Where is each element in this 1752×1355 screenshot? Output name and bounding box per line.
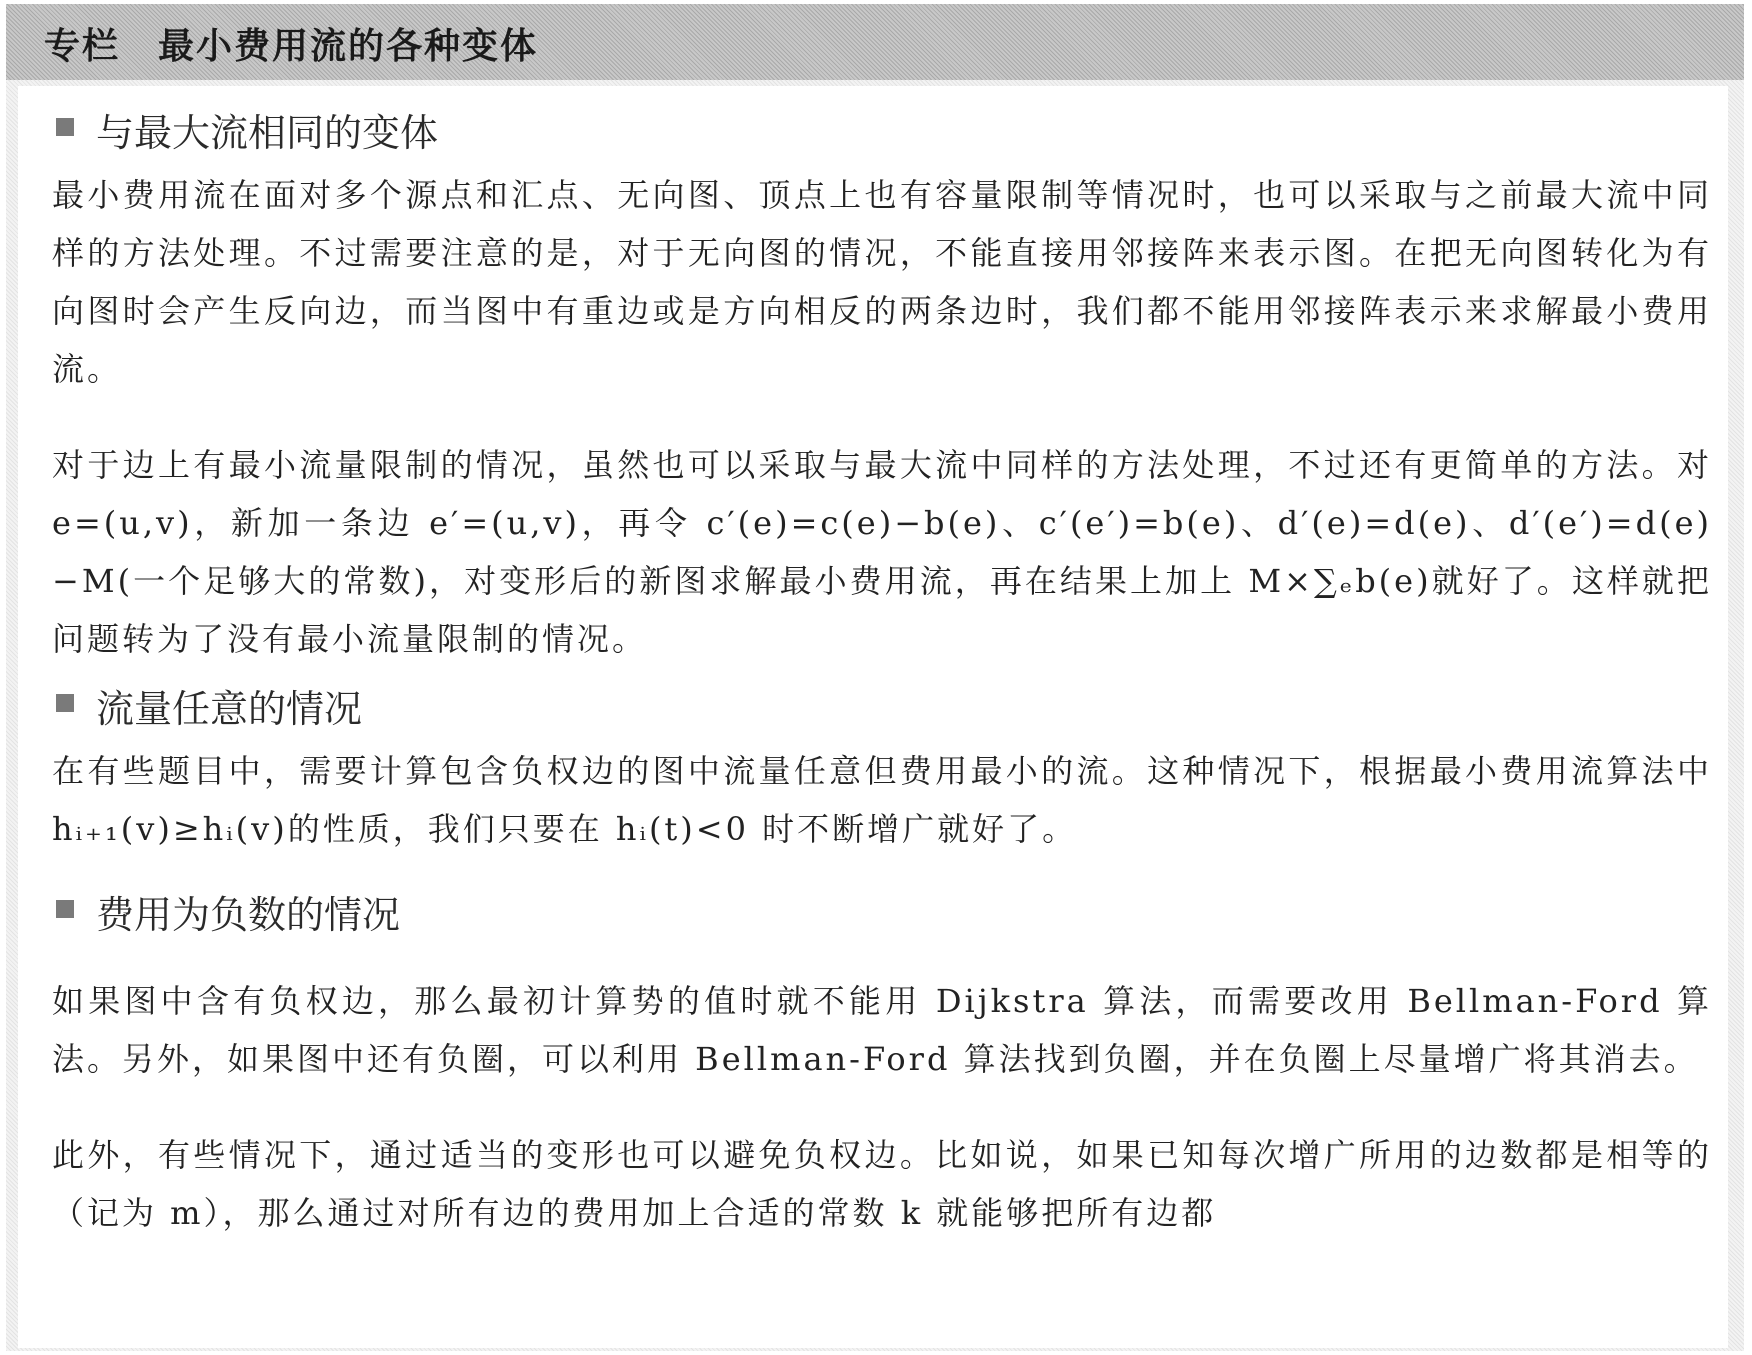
- sidebar-box: [6, 4, 1744, 1351]
- sidebar-title: 专栏 最小费用流的各种变体: [44, 26, 539, 67]
- paragraph: 最小费用流在面对多个源点和汇点、无向图、顶点上也有容量限制等情况时，也可以采取与之前最大流中同样的方法处理。不过需要注意的是，对于无向图的情况，不能直接用邻接阵来表示图。在把无向图转化为有向图时会产生反向边，而当图中有重边或是方向相反的两条边时，我们都不能用邻接阵表示来求解最小费用流。: [52, 176, 1712, 388]
- section-heading-text: 与最大流相同的变体: [96, 111, 439, 155]
- sidebar-header: [6, 4, 1744, 80]
- section-heading: [52, 676, 1712, 731]
- square-bullet-icon: [56, 900, 74, 918]
- sidebar-body: [18, 86, 1728, 1348]
- section-heading: [52, 882, 1712, 937]
- paragraph: 如果图中含有负权边，那么最初计算势的值时就不能用 Dijkstra 算法，而需要改用 Bellman-Ford 算法。另外，如果图中还有负圈，可以利用 Bellman-Ford 算法找到负圈，并在负圈上尽量增广将其消去。: [52, 982, 1712, 1078]
- square-bullet-icon: [56, 694, 74, 712]
- paragraph: 对于边上有最小流量限制的情况，虽然也可以采取与最大流中同样的方法处理，不过还有更简单的方法。对 e=(u,v)，新加一条边 e′=(u,v)，再令 c′(e)=c(e)−b(e)、c′(e′)=b(e)、d′(e)=d(e)、d′(e′)=d(e)−M(一个足够大的常数)，对变形后的新图求解最小费用流，再在结果上加上 M×∑ₑb(e)就好了。这样就把问题转为了没有最小流量限制的情况。: [52, 446, 1712, 658]
- sidebar-content: [52, 100, 1712, 1242]
- section-heading-text: 费用为负数的情况: [96, 893, 401, 937]
- section-heading: [52, 100, 1712, 155]
- square-bullet-icon: [56, 118, 74, 136]
- paragraph: 在有些题目中，需要计算包含负权边的图中流量任意但费用最小的流。这种情况下，根据最小费用流算法中 hᵢ₊₁(v)≥hᵢ(v)的性质，我们只要在 hᵢ(t)<0 时不断增广就好了。: [52, 752, 1712, 848]
- section-heading-text: 流量任意的情况: [96, 687, 363, 731]
- paragraph: 此外，有些情况下，通过适当的变形也可以避免负权边。比如说，如果已知每次增广所用的边数都是相等的（记为 m），那么通过对所有边的费用加上合适的常数 k 就能够把所有边都: [52, 1136, 1712, 1232]
